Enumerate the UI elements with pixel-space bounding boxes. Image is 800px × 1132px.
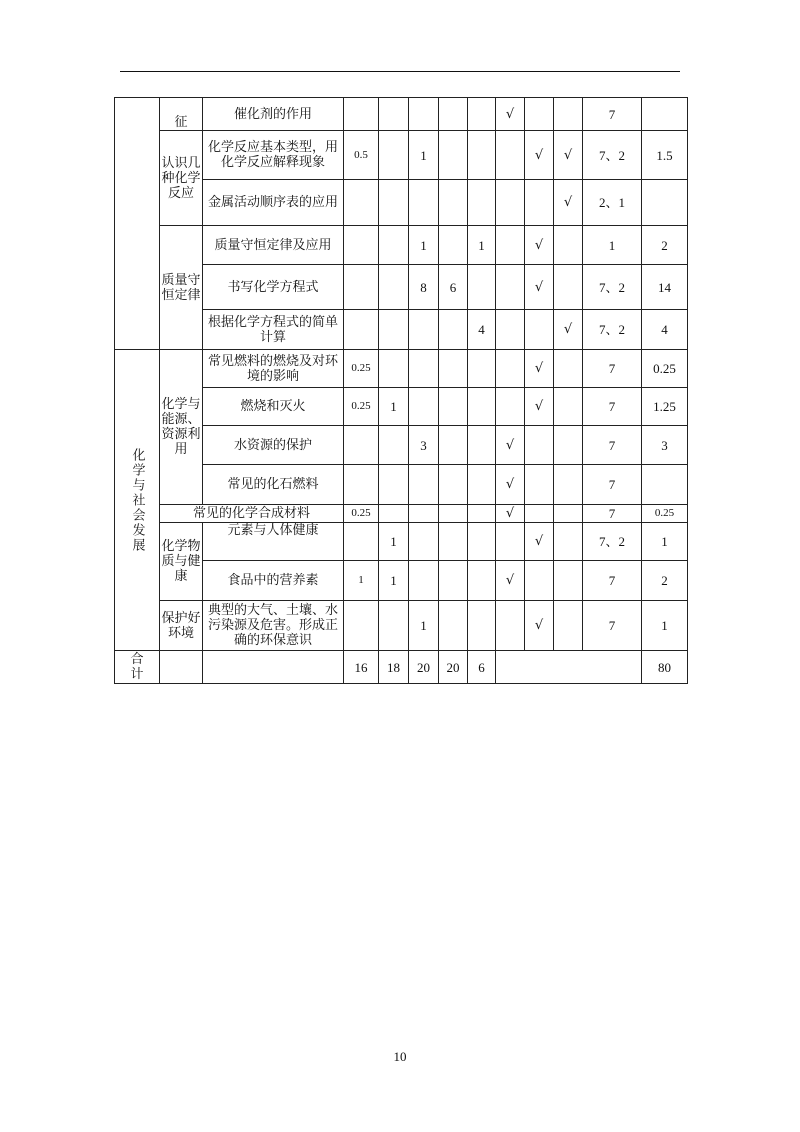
topic-cell: 常见的化石燃料 <box>203 465 344 505</box>
table-row: 燃烧和灭火 0.25 1 √ 7 1.25 <box>115 388 688 426</box>
topic-cell: 燃烧和灭火 <box>203 388 344 426</box>
item-number: 7 <box>583 505 642 523</box>
table-row <box>115 98 688 131</box>
score-cell: 3 <box>642 426 688 465</box>
check-mark: √ <box>525 131 554 180</box>
check-mark: √ <box>496 505 525 523</box>
topic-cell: 质量守恒定律及应用 <box>203 226 344 265</box>
score-cell: 1 <box>642 601 688 651</box>
total-value: 6 <box>468 651 496 684</box>
table-row: 书写化学方程式 8 6 √ 7、2 14 <box>115 265 688 310</box>
score-cell: 1.25 <box>642 388 688 426</box>
score-cell: 4 <box>642 310 688 350</box>
score-cell: 0.25 <box>642 505 688 523</box>
score-cell: 2 <box>642 226 688 265</box>
subcategory-cell: 认识几种化学反应 <box>160 131 203 226</box>
table-row: 化学物质与健康 元素与人体健康 1 √ 7、2 1 <box>115 523 688 561</box>
item-number: 7 <box>583 465 642 505</box>
page-number: 10 <box>393 1049 407 1064</box>
table-row: 食品中的营养素 1 1 √ 7 2 <box>115 561 688 601</box>
subcategory-cell: 化学物质与健康 <box>160 523 203 601</box>
table-row: 根据化学方程式的简单计算 4 √ 7、2 4 <box>115 310 688 350</box>
table-row: 认识几种化学反应 化学反应基本类型，用化学反应解释现象 0.5 1 √ √ 7、2 1.5 <box>115 131 688 180</box>
topic-cell: 元素与人体健康 <box>203 523 344 561</box>
topic-cell: 化学反应基本类型，用化学反应解释现象 <box>203 131 344 180</box>
item-number: 7、2 <box>583 265 642 310</box>
subcategory-cell <box>160 98 203 131</box>
item-number: 7、2 <box>583 310 642 350</box>
topic-cell: 书写化学方程式 <box>203 265 344 310</box>
topic-cell: 根据化学方程式的简单计算 <box>203 310 344 350</box>
check-mark: √ <box>525 601 554 651</box>
total-value: 20 <box>439 651 468 684</box>
total-score: 80 <box>642 651 688 684</box>
category-cell <box>115 350 160 651</box>
check-mark: √ <box>525 523 554 561</box>
item-number: 7 <box>583 601 642 651</box>
check-mark: √ <box>525 226 554 265</box>
item-number: 7、2 <box>583 131 642 180</box>
check-mark: √ <box>496 98 525 131</box>
subcategory-cell: 化学与能源、资源利用 <box>160 350 203 505</box>
topic-cell: 常见燃料的燃烧及对环境的影响 <box>203 350 344 388</box>
exam-spec-table <box>114 97 688 684</box>
check-mark: √ <box>525 350 554 388</box>
item-number: 7 <box>583 350 642 388</box>
item-number: 7 <box>583 98 642 131</box>
score-cell: 2 <box>642 561 688 601</box>
subcategory-cell: 保护好环境 <box>160 601 203 651</box>
check-mark: √ <box>525 388 554 426</box>
item-number: 7 <box>583 426 642 465</box>
item-number: 7、2 <box>583 523 642 561</box>
item-number: 7 <box>583 388 642 426</box>
total-value: 20 <box>409 651 439 684</box>
header-rule <box>120 71 680 72</box>
item-number: 7 <box>583 561 642 601</box>
total-value: 18 <box>379 651 409 684</box>
topic-cell: 催化剂的作用 <box>203 98 344 131</box>
table-row: 水资源的保护 3 √ 7 3 <box>115 426 688 465</box>
subcategory-cell: 质量守恒定律 <box>160 226 203 350</box>
check-mark: √ <box>496 426 525 465</box>
check-mark: √ <box>554 310 583 350</box>
check-mark: √ <box>496 561 525 601</box>
topic-cell: 食品中的营养素 <box>203 561 344 601</box>
check-mark: √ <box>525 265 554 310</box>
check-mark: √ <box>554 180 583 226</box>
table-row: 保护好环境 典型的大气、土壤、水污染源及危害。形成正确的环保意识 1 √ 7 1 <box>115 601 688 651</box>
total-value: 16 <box>344 651 379 684</box>
score-cell: 14 <box>642 265 688 310</box>
total-row <box>115 651 688 684</box>
score-cell: 1.5 <box>642 131 688 180</box>
score-cell: 1 <box>642 523 688 561</box>
topic-cell: 常见的化学合成材料 <box>160 505 344 523</box>
topic-cell: 金属活动顺序表的应用 <box>203 180 344 226</box>
category-cell <box>115 98 160 350</box>
item-number: 1 <box>583 226 642 265</box>
check-mark: √ <box>496 465 525 505</box>
category-label: 化学与社会发展 <box>129 447 145 553</box>
item-number: 2、1 <box>583 180 642 226</box>
table-row: 常见的化学合成材料 0.25 √ 7 0.25 <box>115 505 688 523</box>
topic-cell: 水资源的保护 <box>203 426 344 465</box>
category-fragment: 征 <box>174 115 188 130</box>
check-mark: √ <box>554 131 583 180</box>
total-label: 合计 <box>115 651 160 684</box>
score-cell: 0.25 <box>642 350 688 388</box>
table-row: 质量守恒定律 质量守恒定律及应用 1 1 √ 1 2 <box>115 226 688 265</box>
topic-cell: 典型的大气、土壤、水污染源及危害。形成正确的环保意识 <box>203 601 344 651</box>
table-row: 化学与社会发展 化学与能源、资源利用 常见燃料的燃烧及对环境的影响 0.25 √ 7 0.25 <box>115 350 688 388</box>
